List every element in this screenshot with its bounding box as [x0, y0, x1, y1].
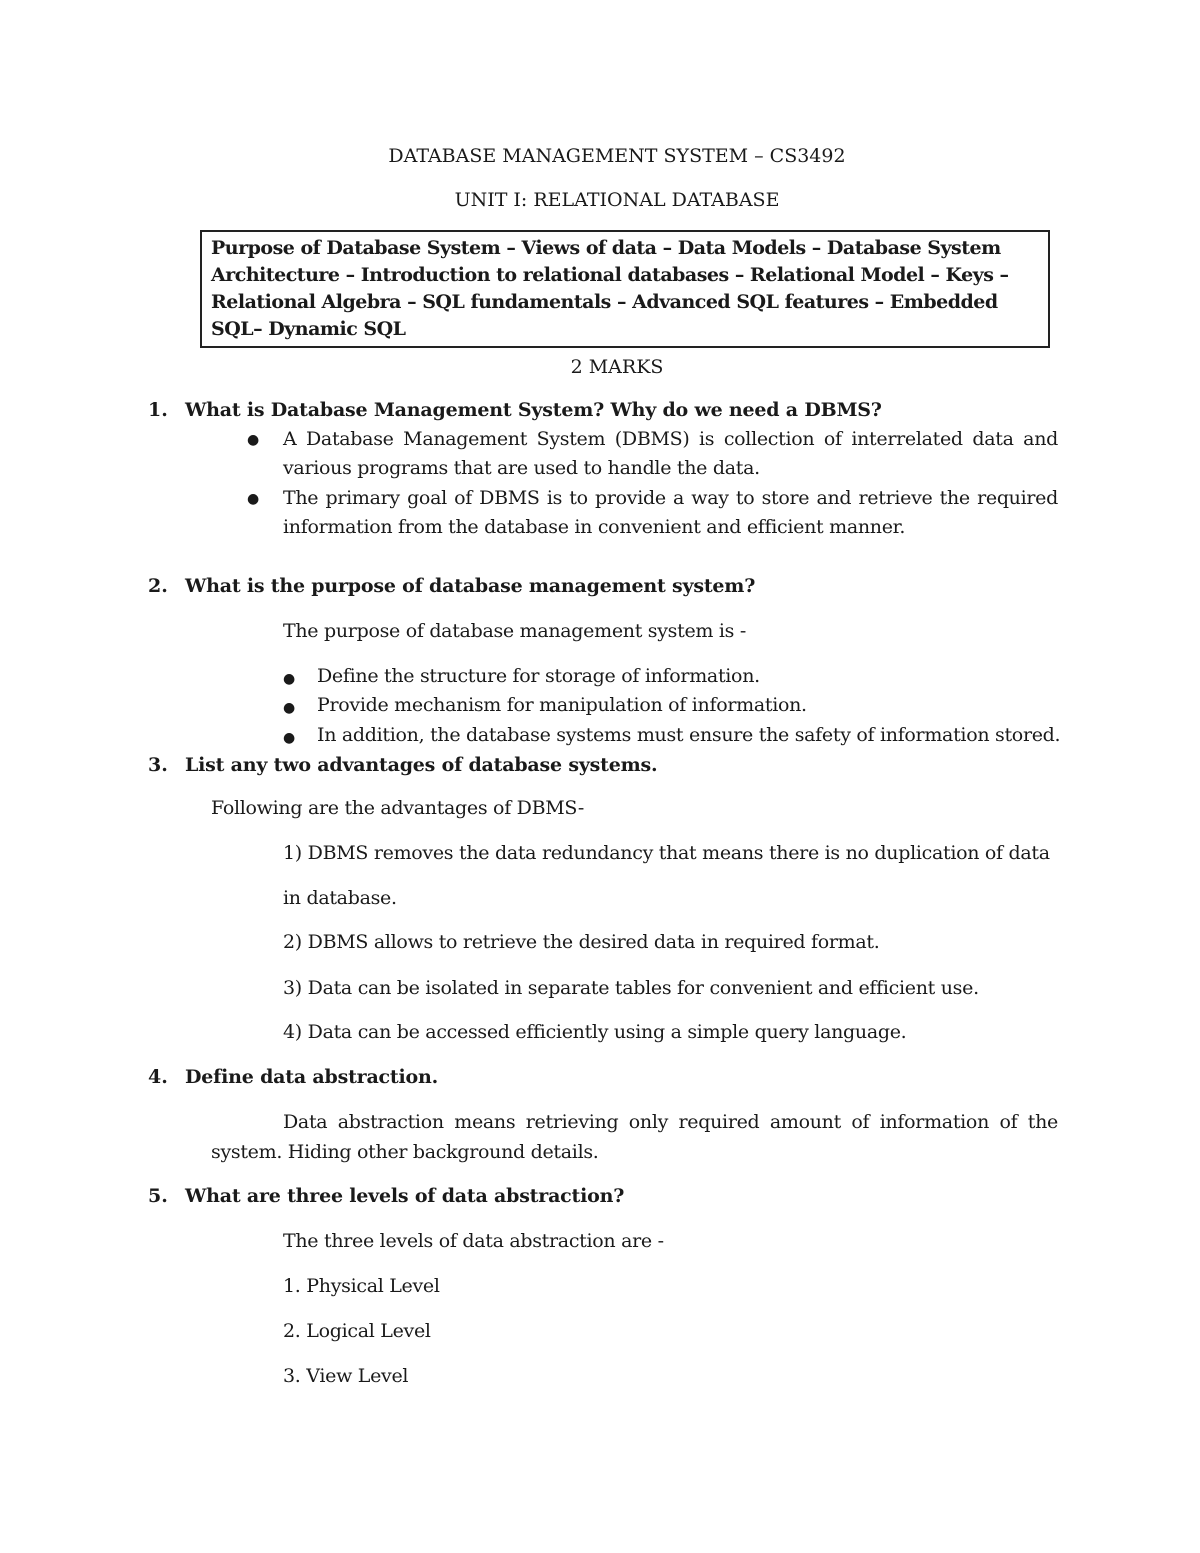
question-text: What is Database Management System? Why do we need a DBMS? — [185, 399, 882, 421]
list-item: 1) DBMS removes the data redundancy that means there is no duplication of data — [283, 842, 1050, 864]
list-item: 3. View Level — [283, 1365, 409, 1387]
answer-intro: The purpose of database management system is - — [283, 620, 746, 642]
question-text: Define data abstraction. — [185, 1066, 439, 1088]
unit-heading: UNIT I: RELATIONAL DATABASE — [454, 189, 780, 211]
answer-text: system. Hiding other background details. — [211, 1141, 599, 1163]
list-item: 1. Physical Level — [283, 1275, 440, 1297]
question-number: 5. — [148, 1185, 168, 1207]
question-number: 1. — [148, 399, 168, 421]
list-item: in database. — [283, 887, 397, 909]
answer-intro: Following are the advantages of DBMS- — [211, 797, 584, 819]
question-text: What are three levels of data abstraction? — [185, 1185, 625, 1207]
list-item: 2. Logical Level — [283, 1320, 431, 1342]
list-item: 2) DBMS allows to retrieve the desired data in required format. — [283, 931, 880, 953]
question-number: 2. — [148, 575, 168, 597]
bullet-item: In addition, the database systems must ensure the safety of information stored. — [317, 724, 1061, 746]
bullet-item: A Database Management System (DBMS) is collection of interrelated data and various programs that are used to handle the data. — [283, 428, 1058, 479]
bullet-icon: ● — [283, 730, 296, 746]
bullet-icon: ● — [247, 491, 260, 507]
bullet-item: Define the structure for storage of information. — [317, 665, 760, 687]
bullet-icon: ● — [283, 671, 296, 687]
answer-text: Data abstraction means retrieving only required amount of information of the — [283, 1111, 1058, 1133]
bullet-item: The primary goal of DBMS is to provide a way to store and retrieve the required information from the database in convenient and efficient manner. — [283, 487, 1058, 538]
marks-heading: 2 MARKS — [570, 356, 664, 378]
bullet-icon: ● — [247, 432, 260, 448]
list-item: 4) Data can be accessed efficiently using a simple query language. — [283, 1021, 907, 1043]
list-item: 3) Data can be isolated in separate tables for convenient and efficient use. — [283, 977, 979, 999]
question-number: 4. — [148, 1066, 168, 1088]
question-text: What is the purpose of database management system? — [185, 575, 756, 597]
syllabus-box: Purpose of Database System – Views of data – Data Models – Database System Architecture – Introduction to relational databases – Relational Model – Keys – Relational Algebra – SQL fundamentals – Advanced SQL features – Embedded SQL– Dynamic SQL — [200, 230, 1050, 348]
document-title: DATABASE MANAGEMENT SYSTEM – CS3492 — [388, 145, 846, 167]
bullet-icon: ● — [283, 700, 296, 716]
question-number: 3. — [148, 754, 168, 776]
bullet-item: Provide mechanism for manipulation of information. — [317, 694, 807, 716]
answer-intro: The three levels of data abstraction are - — [283, 1230, 664, 1252]
question-text: List any two advantages of database systems. — [185, 754, 658, 776]
